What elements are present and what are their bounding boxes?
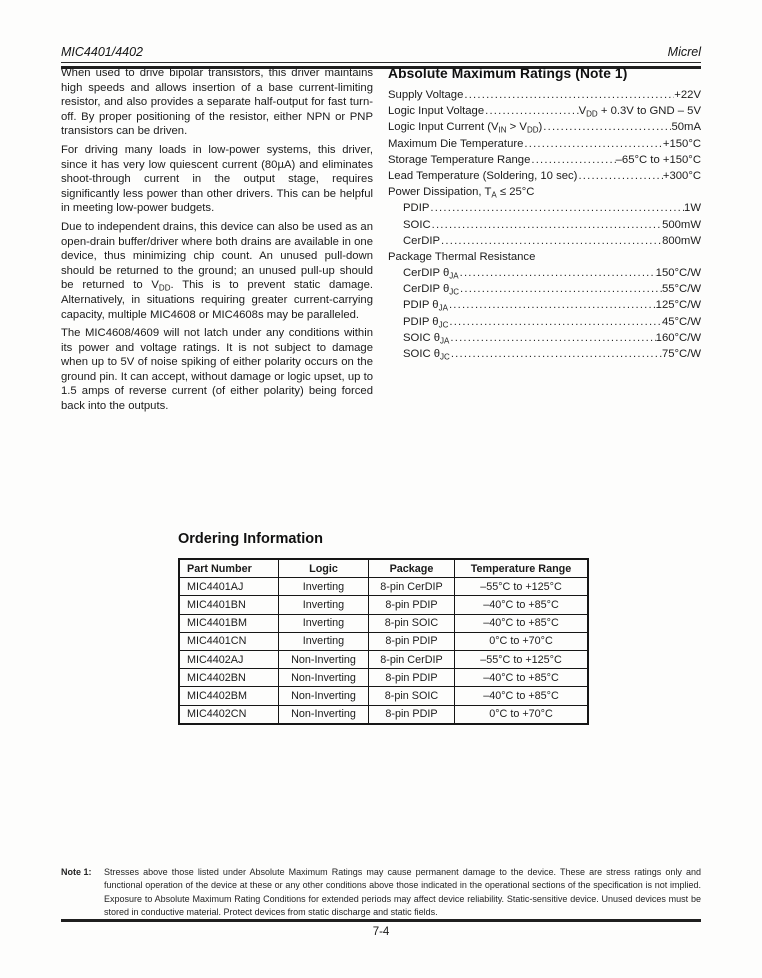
- table-cell: –55°C to +125°C: [455, 650, 589, 668]
- rating-row: [388, 348, 701, 364]
- ratings-title: Absolute Maximum Ratings (Note 1): [388, 66, 628, 81]
- dot-leader: [577, 170, 662, 182]
- table-cell: MIC4401BM: [179, 614, 279, 632]
- ordering-title: Ordering Information: [178, 531, 323, 547]
- table-cell: Non-Inverting: [279, 669, 369, 687]
- footnote-label: Note 1:: [61, 867, 92, 877]
- page-header: [61, 45, 701, 59]
- rating-row: [388, 170, 701, 186]
- rating-row: [388, 251, 701, 267]
- rating-row: [388, 316, 701, 332]
- table-cell: MIC4402CN: [179, 705, 279, 724]
- dot-leader: [440, 235, 662, 247]
- table-cell: –40°C to +85°C: [455, 669, 589, 687]
- rating-label: Supply Voltage: [388, 89, 464, 101]
- table-cell: –40°C to +85°C: [455, 687, 589, 705]
- table-cell: Inverting: [279, 632, 369, 650]
- rating-row: [388, 283, 701, 299]
- rating-row: [388, 154, 701, 170]
- rating-label: CerDIP $\theta_{JC}$: [403, 283, 460, 297]
- ordering-table-body: [179, 578, 588, 724]
- rating-value: –65°C to +150°C: [615, 153, 701, 166]
- left-column: [61, 66, 373, 418]
- table-cell: 8-pin SOIC: [369, 614, 455, 632]
- table-row: [179, 705, 588, 724]
- rating-value: 800mW: [662, 234, 701, 247]
- rating-label: Logic Input Current $(V_{IN} > V_{DD})$: [388, 121, 543, 135]
- dot-leader: [523, 138, 662, 150]
- table-cell: Inverting: [279, 578, 369, 596]
- footnote: [61, 866, 701, 919]
- dot-leader: [459, 267, 656, 279]
- rating-value: 160°C/W: [655, 331, 701, 344]
- dot-leader: [484, 105, 578, 117]
- dot-leader: [463, 89, 674, 101]
- table-cell: MIC4401AJ: [179, 578, 279, 596]
- table-cell: –55°C to +125°C: [455, 578, 589, 596]
- column-header: Temperature Range: [455, 559, 589, 578]
- table-row: [179, 578, 588, 596]
- table-cell: –40°C to +85°C: [455, 614, 589, 632]
- dot-leader: [450, 348, 662, 360]
- ratings-section: [388, 66, 701, 364]
- rating-label: CerDIP $\theta_{JA}$: [403, 267, 459, 281]
- table-cell: 8-pin PDIP: [369, 705, 455, 724]
- dot-leader: [542, 121, 671, 133]
- table-cell: Non-Inverting: [279, 705, 369, 724]
- header-rule-thin: [61, 62, 701, 63]
- rating-value: 50mA: [671, 121, 701, 134]
- page-number: 7-4: [372, 926, 390, 938]
- rating-row: [388, 186, 701, 202]
- rating-value: 150°C/W: [655, 267, 701, 280]
- rating-label: Lead Temperature (Soldering, 10 sec): [388, 169, 578, 182]
- rating-row: [388, 105, 701, 121]
- paragraph: The MIC4608/4609 will not latch under any conditions within its power and voltage ratings. It is not subject to damage when up to 5V of noise spiking of either polarity occurs on the ground pin. It can accept, without damage or logic upset, up to 1.5 amps of reverse current (of either polarity) being forced back into the outputs.: [61, 327, 373, 413]
- table-row: [179, 687, 588, 705]
- dot-leader: [449, 332, 655, 344]
- table-cell: 8-pin PDIP: [369, 596, 455, 614]
- dot-leader: [530, 154, 615, 166]
- rating-value: 1W: [684, 202, 701, 215]
- paragraph: For driving many loads in low-power systems, this driver, since it has very low quiescent current (80µA) and eliminates shoot-through current in the output stage, requires significantly less power than other drivers. This can be helpful in meeting low-power budgets.: [61, 143, 373, 215]
- footnote-text: Stresses above those listed under Absolute Maximum Ratings may cause permanent damage to the device. These are stress ratings only and functional operation of the device at these or any other conditions above those indicated in the operational sections of the specification is not implied. Exposure to Absolute Maximum Rating Conditions for extended periods may affect device reliability. Static-sensitive device. Unused devices must be stored in conductive material. Protect devices from static discharge and static fields.: [104, 867, 701, 917]
- table-cell: 8-pin PDIP: [369, 669, 455, 687]
- rating-row: [388, 299, 701, 315]
- rating-value: $V_{DD} + 0.3V$ to GND – 5V: [578, 105, 701, 119]
- column-header: Part Number: [179, 559, 279, 578]
- paragraph: Due to independent drains, this device can also be used as an open-drain buffer/driver where both drains are available in one device, thus minimizing chip count. An unused pull-down should be returned to the ground; an unused pull-up should be returned to $V_{DD}$. This is to prevent static damage. Alternatively, in situations requiring greater current-carrying capacity, multiple MIC4608 or MIC4608s may be paralleled.: [61, 220, 373, 321]
- table-cell: MIC4402AJ: [179, 650, 279, 668]
- table-cell: MIC4401BN: [179, 596, 279, 614]
- rating-value: +150°C: [662, 137, 701, 150]
- table-row: [179, 650, 588, 668]
- column-header: Logic: [279, 559, 369, 578]
- ordering-table: [178, 558, 589, 725]
- brand-name: Micrel: [667, 45, 701, 59]
- table-cell: Inverting: [279, 614, 369, 632]
- rating-label: Package Thermal Resistance: [388, 250, 536, 263]
- rating-value: 45°C/W: [661, 315, 701, 328]
- dot-leader: [459, 283, 662, 295]
- table-header-row: [179, 559, 588, 578]
- table-cell: MIC4402BN: [179, 669, 279, 687]
- footer-rule: [61, 919, 701, 922]
- rating-value: +22V: [674, 89, 701, 101]
- rating-row: [388, 202, 701, 218]
- ratings-list: [388, 89, 701, 364]
- rating-label: PDIP $\theta_{JA}$: [403, 299, 448, 313]
- table-row: [179, 596, 588, 614]
- rating-label: Storage Temperature Range: [388, 153, 531, 166]
- rating-row: [388, 89, 701, 105]
- ordering-table-head: [179, 559, 588, 578]
- table-cell: Inverting: [279, 596, 369, 614]
- rating-value: 500mW: [662, 218, 701, 231]
- ordering-section: [178, 531, 589, 725]
- rating-row: [388, 121, 701, 137]
- rating-value: 125°C/W: [655, 299, 701, 312]
- table-cell: MIC4401CN: [179, 632, 279, 650]
- rating-label: PDIP: [403, 202, 430, 215]
- rating-row: [388, 138, 701, 154]
- rating-label: SOIC: [403, 218, 431, 231]
- rating-row: [388, 219, 701, 235]
- rating-label: SOIC $\theta_{JA}$: [403, 331, 450, 346]
- dot-leader: [429, 202, 684, 214]
- rating-label: PDIP $\theta_{JC}$: [403, 315, 449, 330]
- rating-row: [388, 332, 701, 348]
- rating-label: CerDIP: [403, 234, 441, 247]
- table-cell: –40°C to +85°C: [455, 596, 589, 614]
- table-cell: 8-pin CerDIP: [369, 578, 455, 596]
- rating-label: Maximum Die Temperature: [388, 137, 524, 150]
- table-row: [179, 614, 588, 632]
- rating-value: +300°C: [662, 169, 701, 182]
- dot-leader: [431, 219, 662, 231]
- table-cell: 0°C to +70°C: [455, 632, 589, 650]
- table-row: [179, 669, 588, 687]
- table-cell: 8-pin PDIP: [369, 632, 455, 650]
- rating-row: [388, 267, 701, 283]
- rating-label: Power Dissipation, $T_A \le 25^\circ C$: [388, 186, 535, 200]
- rating-row: [388, 235, 701, 251]
- table-cell: Non-Inverting: [279, 687, 369, 705]
- column-header: Package: [369, 559, 455, 578]
- table-row: [179, 632, 588, 650]
- dot-leader: [448, 316, 662, 328]
- rating-label: Logic Input Voltage: [388, 105, 485, 118]
- rating-label: SOIC $\theta_{JC}$: [403, 348, 450, 362]
- table-cell: 8-pin SOIC: [369, 687, 455, 705]
- table-cell: 8-pin CerDIP: [369, 650, 455, 668]
- paragraph: When used to drive bipolar transistors, this driver maintains high speeds and allows insertion of a base current-limiting resistor, and also provides a separate half-output for fast turn-off. By proper positioning of the resistor, either NPN or PNP transistors can be driven.: [61, 67, 373, 138]
- table-cell: MIC4402BM: [179, 687, 279, 705]
- table-cell: Non-Inverting: [279, 650, 369, 668]
- table-cell: 0°C to +70°C: [455, 705, 589, 724]
- rating-value: 75°C/W: [661, 348, 701, 360]
- document-title: MIC4401/4402: [61, 45, 144, 59]
- rating-value: 55°C/W: [661, 283, 701, 296]
- dot-leader: [448, 299, 656, 311]
